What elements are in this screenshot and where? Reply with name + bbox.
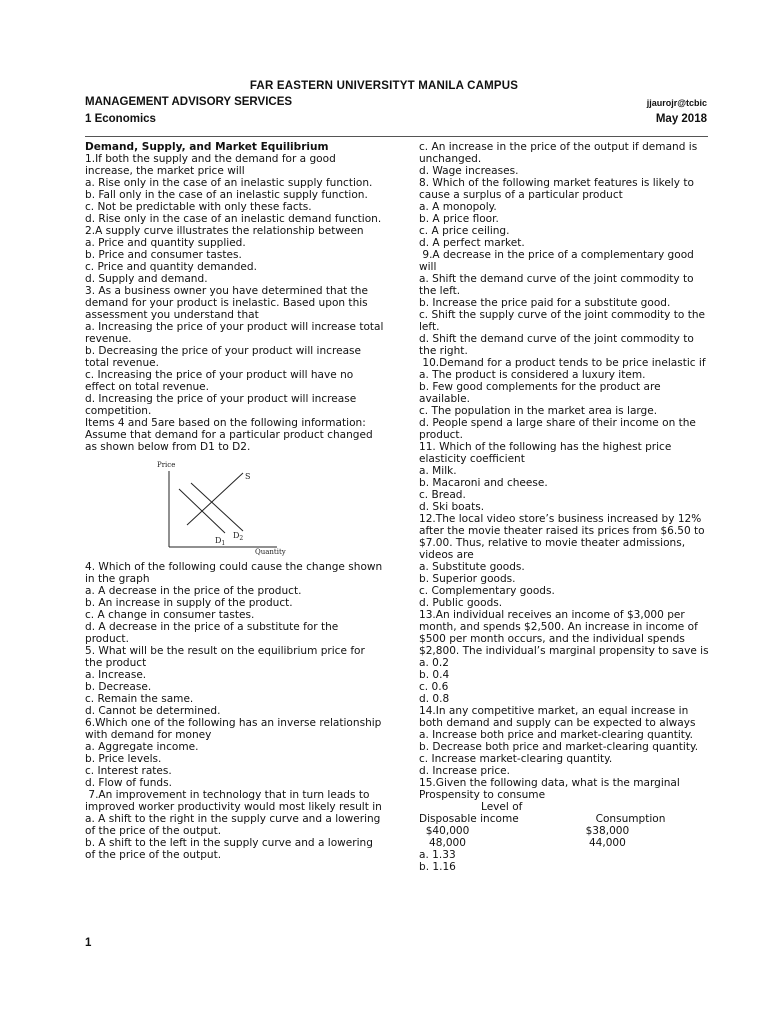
answer-choice: b. A price floor.	[419, 213, 499, 225]
answer-choice: b. Few good complements for the product are available.	[419, 381, 664, 405]
answer-choice: c. The population in the market area is large.	[419, 405, 658, 417]
header-divider	[85, 136, 708, 137]
table-cell: $40,000	[419, 825, 470, 837]
quantity-axis-label: Quantity	[255, 548, 286, 556]
answer-choice: d. Supply and demand.	[85, 273, 208, 285]
demand-shift-graph	[85, 453, 385, 561]
answer-choice: b. Price levels.	[85, 753, 162, 765]
d2-label: $D_2$	[233, 531, 244, 542]
question-8: 8. Which of the following market features is likely to cause a surplus of a particular product	[419, 177, 698, 201]
answer-choice: d. Increase price.	[419, 765, 510, 777]
answer-choice: a. Aggregate income.	[85, 741, 199, 753]
answer-choice: a. The product is considered a luxury item.	[419, 369, 646, 381]
topic-title: 1 Economics	[85, 113, 156, 125]
question-11: 11. Which of the following has the highest price elasticity coefficient	[419, 441, 675, 465]
question-9: 9.A decrease in the price of a complementary good will	[419, 249, 698, 273]
answer-choice: b. An increase in supply of the product.	[85, 597, 293, 609]
answer-choice: b. Decrease both price and market-clearing quantity.	[419, 741, 699, 753]
answer-choice: c. An increase in the price of the output if demand is unchanged.	[419, 141, 701, 165]
income-consumption-table	[419, 801, 711, 849]
table-header-row	[419, 801, 711, 813]
answer-choice: d. Ski boats.	[419, 501, 485, 513]
answer-choice: c. Shift the supply curve of the joint commodity to the left.	[419, 309, 709, 333]
section-heading: Demand, Supply, and Market Equilibrium	[85, 141, 329, 153]
answer-choice: a. Increase.	[85, 669, 147, 681]
question-1: 1.If both the supply and the demand for a good increase, the market price will	[85, 153, 340, 177]
table-header-row	[419, 813, 711, 825]
col-header-consumption: Consumption	[595, 813, 666, 825]
demand-supply-diagram	[85, 453, 385, 561]
answer-choice: a. A monopoly.	[419, 201, 497, 213]
items-assumption: Assume that demand for a particular product changed as shown below from D1 to D2.	[85, 429, 377, 453]
answer-choice: d. Public goods.	[419, 597, 503, 609]
question-4: 4. Which of the following could cause the change shown in the graph	[85, 561, 386, 585]
answer-choice: a. Milk.	[419, 465, 457, 477]
demand-curve-d2	[191, 483, 243, 531]
supply-label: S	[245, 472, 251, 481]
answer-choice: a. 1.33	[419, 849, 456, 861]
header-date: May 2018	[655, 113, 707, 125]
supply-curve	[187, 473, 243, 525]
answer-choice: a. A shift to the right in the supply curve and a lowering of the price of the output.	[85, 813, 384, 837]
answer-choice: d. Increasing the price of your product will increase competition.	[85, 393, 360, 417]
answer-choice: b. Price and consumer tastes.	[85, 249, 242, 261]
items-note: Items 4 and 5are based on the following information:	[85, 417, 366, 429]
d1-label: $D_1$	[215, 536, 226, 547]
answer-choice: a. Price and quantity supplied.	[85, 237, 246, 249]
answer-choice: d. A perfect market.	[419, 237, 525, 249]
header-row-topic	[85, 113, 707, 125]
table-row	[419, 837, 711, 849]
price-axis-label: Price	[157, 461, 176, 469]
answer-choice: a. Rise only in the case of an inelastic supply function.	[85, 177, 373, 189]
answer-choice: a. 0.2	[419, 657, 449, 669]
answer-choice: d. Cannot be determined.	[85, 705, 221, 717]
answer-choice: b. Macaroni and cheese.	[419, 477, 548, 489]
answer-choice: d. A decrease in the price of a substitute for the product.	[85, 621, 342, 645]
answer-choice: c. Interest rates.	[85, 765, 172, 777]
question-10: 10.Demand for a product tends to be price inelastic if	[419, 357, 706, 369]
answer-choice: c. Complementary goods.	[419, 585, 555, 597]
answer-choice: c. A price ceiling.	[419, 225, 510, 237]
question-2: 2.A supply curve illustrates the relationship between	[85, 225, 364, 237]
question-5: 5. What will be the result on the equilibrium price for the product	[85, 645, 369, 669]
answer-choice: c. Bread.	[419, 489, 466, 501]
answer-choice: d. 0.8	[419, 693, 450, 705]
right-column	[419, 141, 711, 873]
answer-choice: c. A change in consumer tastes.	[85, 609, 255, 621]
answer-choice: a. Increase both price and market-clearing quantity.	[419, 729, 694, 741]
answer-choice: a. A decrease in the price of the product.	[85, 585, 302, 597]
table-cell: 44,000	[585, 837, 626, 849]
col-header-income: Disposable income	[419, 813, 519, 825]
question-13: 13.An individual receives an income of $3,000 per month, and spends $2,500. An increase in income of $500 per month occurs, and the individual spends $2,800. The individual’s marginal propensity to save is	[419, 609, 709, 657]
page-number: 1	[85, 937, 92, 949]
answer-choice: b. Increase the price paid for a substitute good.	[419, 297, 671, 309]
table-cell: 48,000	[419, 837, 466, 849]
course-title: MANAGEMENT ADVISORY SERVICES	[85, 96, 293, 108]
answer-choice: c. Not be predictable with only these facts.	[85, 201, 312, 213]
table-header-top: Level of	[481, 801, 523, 813]
author-email: jjaurojr@tcbic	[646, 98, 707, 108]
question-15: 15.Given the following data, what is the marginal Prospensity to consume	[419, 777, 684, 801]
answer-choice: c. Price and quantity demanded.	[85, 261, 257, 273]
answer-choice: c. Increasing the price of your product will have no effect on total revenue.	[85, 369, 357, 393]
answer-choice: d. People spend a large share of their income on the product.	[419, 417, 700, 441]
answer-choice: b. Fall only in the case of an inelastic supply function.	[85, 189, 368, 201]
answer-choice: b. Decrease.	[85, 681, 152, 693]
answer-choice: b. 0.4	[419, 669, 450, 681]
question-7: 7.An improvement in technology that in turn leads to improved worker productivity would most likely result in	[85, 789, 382, 813]
answer-choice: d. Rise only in the case of an inelastic demand function.	[85, 213, 382, 225]
table-row	[419, 825, 711, 837]
answer-choice: a. Substitute goods.	[419, 561, 525, 573]
answer-choice: a. Increasing the price of your product will increase total revenue.	[85, 321, 387, 345]
question-14: 14.In any competitive market, an equal increase in both demand and supply can be expected to always	[419, 705, 696, 729]
answer-choice: c. Increase market-clearing quantity.	[419, 753, 613, 765]
university-title: FAR EASTERN UNIVERSITYT MANILA CAMPUS	[249, 80, 519, 92]
question-6: 6.Which one of the following has an inverse relationship with demand for money	[85, 717, 385, 741]
question-12: 12.The local video store’s business increased by 12% after the movie theater raised its prices from $6.50 to $7.00. Thus, relative to movie theater admissions, videos are	[419, 513, 708, 561]
answer-choice: b. 1.16	[419, 861, 456, 873]
answer-choice: d. Wage increases.	[419, 165, 519, 177]
table-cell: $38,000	[585, 825, 630, 837]
left-column	[85, 141, 385, 861]
answer-choice: b. Superior goods.	[419, 573, 516, 585]
header-row-course	[85, 96, 707, 108]
answer-choice: c. 0.6	[419, 681, 449, 693]
question-3: 3. As a business owner you have determined that the demand for your product is inelastic. Based upon this assessment you understand that	[85, 285, 372, 321]
answer-choice: d. Shift the demand curve of the joint commodity to the right.	[419, 333, 698, 357]
answer-choice: a. Shift the demand curve of the joint commodity to the left.	[419, 273, 697, 297]
answer-choice: b. Decreasing the price of your product will increase total revenue.	[85, 345, 365, 369]
answer-choice: d. Flow of funds.	[85, 777, 172, 789]
answer-choice: b. A shift to the left in the supply curve and a lowering of the price of the output.	[85, 837, 377, 861]
answer-choice: c. Remain the same.	[85, 693, 194, 705]
